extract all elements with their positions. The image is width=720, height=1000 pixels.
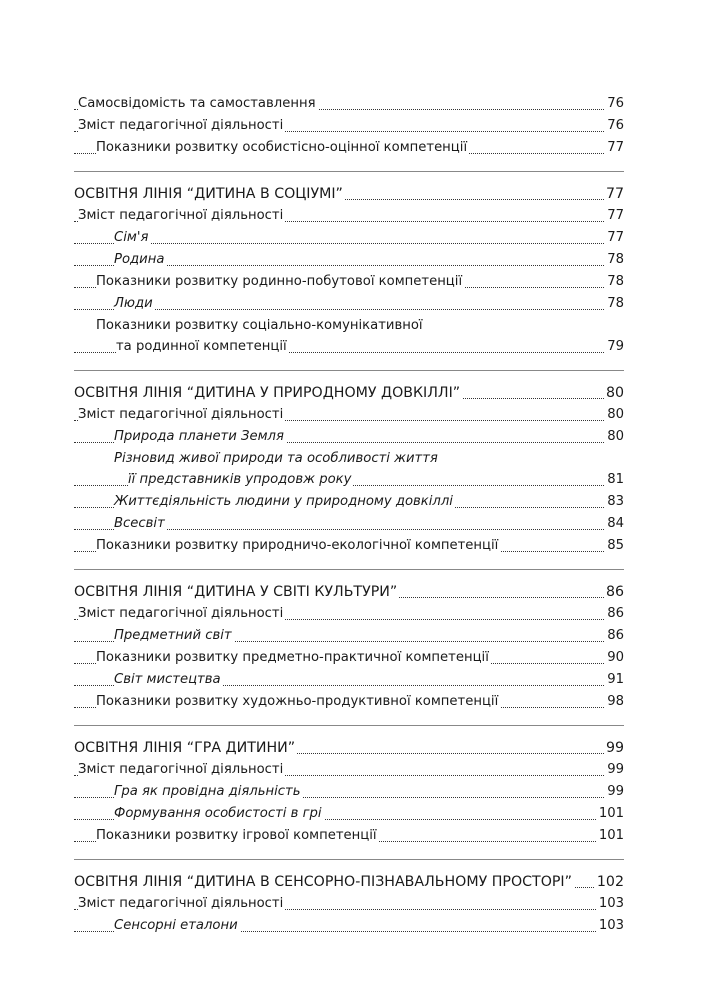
toc-entry-title: Самосвідомість та самоставлення: [78, 93, 318, 115]
toc-entry: [74, 205, 624, 227]
toc-entry: [74, 404, 624, 426]
toc-entry: [74, 625, 624, 647]
toc-entry: [74, 249, 624, 271]
toc-entry-page: 98: [605, 691, 624, 713]
toc-entry-title: Показники розвитку ігрової компетенції: [96, 825, 379, 847]
toc-entry-title: її представників упродовж року: [128, 469, 353, 491]
toc-entry-title: Сенсорні еталони: [114, 915, 240, 937]
toc-entry: [74, 293, 624, 315]
toc-entry-page: 77: [604, 183, 624, 205]
toc-entry-page: 103: [597, 893, 624, 915]
toc-entry-title: Показники розвитку предметно-практичної компетенції: [96, 647, 491, 669]
toc-entry-page: 76: [605, 115, 624, 137]
toc-entry: [74, 469, 624, 491]
toc-entry-page: 86: [605, 625, 624, 647]
toc-entry-title: ОСВІТНЯ ЛІНІЯ “ДИТИНА В СЕНСОРНО-ПІЗНАВАЛЬНОМУ ПРОСТОРІ”: [74, 871, 574, 893]
toc-entry-page: 102: [595, 871, 624, 893]
toc-entry-title: Формування особистості в грі: [114, 803, 324, 825]
toc-entry: [74, 647, 624, 669]
toc-entry-page: 99: [605, 759, 624, 781]
toc-entry-title: Різновид живої природи та особливості життя: [114, 448, 440, 470]
toc-entry-page: 79: [605, 336, 624, 358]
toc-entry-page: 90: [605, 647, 624, 669]
toc-entry: [74, 227, 624, 249]
toc-entry: [74, 115, 624, 137]
toc-entry-page: 78: [605, 293, 624, 315]
toc-entry: [74, 448, 624, 469]
toc-entry: [74, 315, 624, 336]
toc-entry: [74, 336, 624, 358]
toc-entry-page: 78: [605, 271, 624, 293]
dot-leader: [74, 243, 624, 244]
section-divider: [74, 569, 624, 570]
toc-entry: [74, 915, 624, 937]
toc-entry-page: 80: [605, 426, 624, 448]
toc-entry-page: 83: [605, 491, 624, 513]
toc-entry: [74, 137, 624, 159]
toc-entry-page: 99: [605, 781, 624, 803]
toc-entry: [74, 825, 624, 847]
section-divider: [74, 171, 624, 172]
toc-entry-page: 85: [605, 535, 624, 557]
toc-entry-page: 101: [597, 825, 624, 847]
toc-entry-title: Природа планети Земля: [114, 426, 286, 448]
toc-entry: [74, 513, 624, 535]
toc-entry-title: Всесвіт: [114, 513, 167, 535]
toc-entry: [74, 781, 624, 803]
dot-leader: [74, 309, 624, 310]
toc-entry-title: Зміст педагогічної діяльності: [78, 404, 285, 426]
toc-entry-title: ОСВІТНЯ ЛІНІЯ “ДИТИНА В СОЦІУМІ”: [74, 183, 345, 205]
toc-entry: [74, 803, 624, 825]
toc-entry-page: 81: [605, 469, 624, 491]
toc-section-heading: [74, 382, 624, 404]
toc-section-heading: [74, 581, 624, 603]
toc-entry-page: 77: [605, 227, 624, 249]
section-divider: [74, 859, 624, 860]
toc-entry-page: 80: [604, 382, 624, 404]
toc-entry-page: 86: [605, 603, 624, 625]
toc-entry-title: Показники розвитку художньо-продуктивної компетенції: [96, 691, 500, 713]
toc-entry-page: 101: [597, 803, 624, 825]
toc-section-heading: [74, 183, 624, 205]
toc-entry-title: Зміст педагогічної діяльності: [78, 893, 285, 915]
toc-entry: [74, 669, 624, 691]
toc-entry-page: 91: [605, 669, 624, 691]
toc-entry-title: Світ мистецтва: [114, 669, 223, 691]
toc-entry-title: Показники розвитку природничо-екологічної компетенції: [96, 535, 500, 557]
toc-entry-title: ОСВІТНЯ ЛІНІЯ “ДИТИНА У СВІТІ КУЛЬТУРИ”: [74, 581, 399, 603]
toc-entry-page: 86: [604, 581, 624, 603]
toc-entry-title: Люди: [114, 293, 155, 315]
toc-entry-title: Зміст педагогічної діяльності: [78, 205, 285, 227]
toc-entry: [74, 893, 624, 915]
toc-section-heading: [74, 737, 624, 759]
toc-entry-page: 80: [605, 404, 624, 426]
toc-entry-title: Зміст педагогічної діяльності: [78, 115, 285, 137]
table-of-contents: [74, 93, 624, 937]
toc-entry: [74, 759, 624, 781]
toc-entry-title: Родина: [114, 249, 166, 271]
toc-entry-title: Показники розвитку особистісно-оцінної компетенції: [96, 137, 469, 159]
toc-entry-title: Гра як провідна діяльність: [114, 781, 303, 803]
toc-entry-title: та родинної компетенції: [116, 336, 289, 358]
toc-entry-page: 77: [605, 205, 624, 227]
toc-section-heading: [74, 871, 624, 893]
toc-entry-title: Зміст педагогічної діяльності: [78, 603, 285, 625]
toc-entry-page: 76: [605, 93, 624, 115]
toc-entry: [74, 93, 624, 115]
toc-entry-title: Зміст педагогічної діяльності: [78, 759, 285, 781]
toc-entry-title: Сім'я: [114, 227, 150, 249]
toc-entry: [74, 491, 624, 513]
toc-entry-title: Показники розвитку соціально-комунікативної: [96, 315, 425, 337]
toc-entry: [74, 691, 624, 713]
toc-entry: [74, 271, 624, 293]
toc-entry-page: 78: [605, 249, 624, 271]
toc-entry-title: ОСВІТНЯ ЛІНІЯ “ДИТИНА У ПРИРОДНОМУ ДОВКІЛЛІ”: [74, 382, 462, 404]
toc-entry-page: 84: [605, 513, 624, 535]
section-divider: [74, 370, 624, 371]
toc-entry-title: Предметний світ: [114, 625, 234, 647]
toc-entry: [74, 535, 624, 557]
toc-entry-title: ОСВІТНЯ ЛІНІЯ “ГРА ДИТИНИ”: [74, 737, 297, 759]
toc-entry: [74, 603, 624, 625]
section-divider: [74, 725, 624, 726]
toc-entry-title: Показники розвитку родинно-побутової компетенції: [96, 271, 464, 293]
toc-entry-page: 99: [604, 737, 624, 759]
toc-entry-page: 77: [605, 137, 624, 159]
toc-entry: [74, 426, 624, 448]
toc-entry-page: 103: [597, 915, 624, 937]
toc-entry-title: Життєдіяльність людини у природному довкіллі: [114, 491, 455, 513]
